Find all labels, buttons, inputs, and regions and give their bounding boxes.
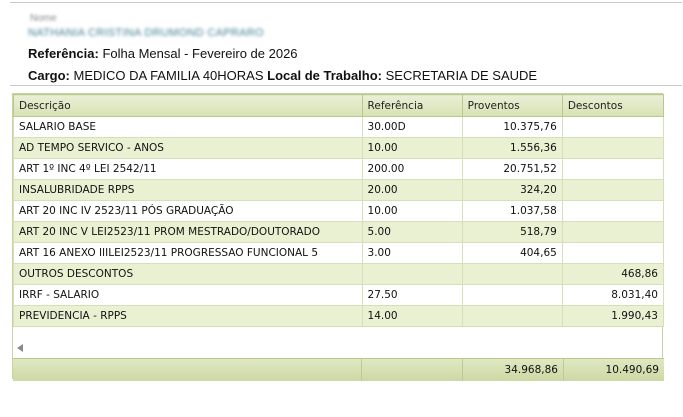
cell-referencia: 20.00 — [362, 180, 462, 201]
cell-descontos: 8.031,40 — [562, 285, 663, 306]
cell-descontos — [562, 201, 663, 222]
cell-descontos — [562, 243, 663, 264]
table-row[interactable] — [14, 201, 664, 222]
cargo-label: Cargo: — [28, 68, 70, 83]
cell-descontos: 1.990,43 — [562, 306, 663, 327]
cell-proventos: 20.751,52 — [462, 159, 562, 180]
cell-proventos: 518,79 — [462, 222, 562, 243]
payroll-table — [13, 94, 664, 327]
cell-descontos — [562, 117, 663, 138]
cell-referencia: 3.00 — [362, 243, 462, 264]
cell-referencia — [362, 264, 462, 285]
referencia-label: Referência: — [28, 46, 99, 61]
cell-descricao: INSALUBRIDADE RPPS — [14, 180, 363, 201]
cell-referencia: 27.50 — [362, 285, 462, 306]
cell-descricao: IRRF - SALARIO — [14, 285, 363, 306]
cargo-value: MEDICO DA FAMILIA 40HORAS — [73, 68, 264, 83]
cell-referencia: 200.00 — [362, 159, 462, 180]
scroll-left-icon[interactable] — [17, 344, 23, 352]
column-header-descricao[interactable]: Descrição — [14, 95, 363, 117]
cell-referencia: 10.00 — [362, 138, 462, 159]
totals-row — [13, 358, 664, 381]
referencia-value: Folha Mensal - Fevereiro de 2026 — [102, 46, 298, 61]
cell-descricao: ART 20 INC V LEI2523/11 PROM MESTRADO/DOUTORADO — [14, 222, 363, 243]
cell-descricao: ART 1º INC 4º LEI 2542/11 — [14, 159, 363, 180]
cell-referencia: 30.00D — [362, 117, 462, 138]
table-row[interactable] — [14, 306, 664, 327]
employee-header — [10, 2, 682, 86]
total-descricao — [13, 359, 362, 381]
cell-referencia: 14.00 — [362, 306, 462, 327]
cell-proventos — [462, 285, 562, 306]
cell-descontos — [562, 159, 663, 180]
table-row[interactable] — [14, 180, 664, 201]
table-row[interactable] — [14, 264, 664, 285]
table-header-row — [14, 95, 664, 117]
total-referencia — [362, 359, 463, 381]
total-proventos: 34.968,86 — [463, 359, 564, 381]
column-header-referencia[interactable]: Referência — [362, 95, 462, 117]
cell-proventos: 1.556,36 — [462, 138, 562, 159]
cell-descricao: PREVIDENCIA - RPPS — [14, 306, 363, 327]
total-descontos: 10.490,69 — [605, 364, 659, 376]
cell-proventos: 404,65 — [462, 243, 562, 264]
referencia-line — [28, 46, 298, 61]
cell-descricao: ART 20 INC IV 2523/11 PÓS GRADUAÇÃO — [14, 201, 363, 222]
local-label: Local de Trabalho: — [267, 68, 382, 83]
cargo-line — [28, 68, 537, 83]
cell-proventos — [462, 306, 562, 327]
payroll-grid — [12, 93, 663, 379]
cell-descricao: ART 16 ANEXO IIILEI2523/11 PROGRESSAO FUNCIONAL 5 — [14, 243, 363, 264]
table-row[interactable] — [14, 159, 664, 180]
table-row[interactable] — [14, 138, 664, 159]
cell-proventos: 1.037,58 — [462, 201, 562, 222]
table-row[interactable] — [14, 243, 664, 264]
cell-proventos — [462, 264, 562, 285]
cell-proventos: 324,20 — [462, 180, 562, 201]
column-header-proventos[interactable]: Proventos — [462, 95, 562, 117]
cell-descricao: OUTROS DESCONTOS — [14, 264, 363, 285]
employee-name: NATHANIA CRISTINA DRUMOND CAPRARO — [28, 27, 264, 39]
cell-proventos: 10.375,76 — [462, 117, 562, 138]
name-label: Nome — [30, 13, 57, 24]
cell-referencia: 5.00 — [362, 222, 462, 243]
cell-descricao: AD TEMPO SERVICO - ANOS — [14, 138, 363, 159]
cell-descontos — [562, 222, 663, 243]
column-header-descontos[interactable]: Descontos — [562, 95, 663, 117]
local-value: SECRETARIA DE SAUDE — [385, 68, 538, 83]
cell-descontos — [562, 180, 663, 201]
table-row[interactable] — [14, 117, 664, 138]
cell-descricao: SALARIO BASE — [14, 117, 363, 138]
cell-descontos — [562, 138, 663, 159]
table-row[interactable] — [14, 222, 664, 243]
cell-descontos: 468,86 — [562, 264, 663, 285]
table-row[interactable] — [14, 285, 664, 306]
cell-referencia: 10.00 — [362, 201, 462, 222]
